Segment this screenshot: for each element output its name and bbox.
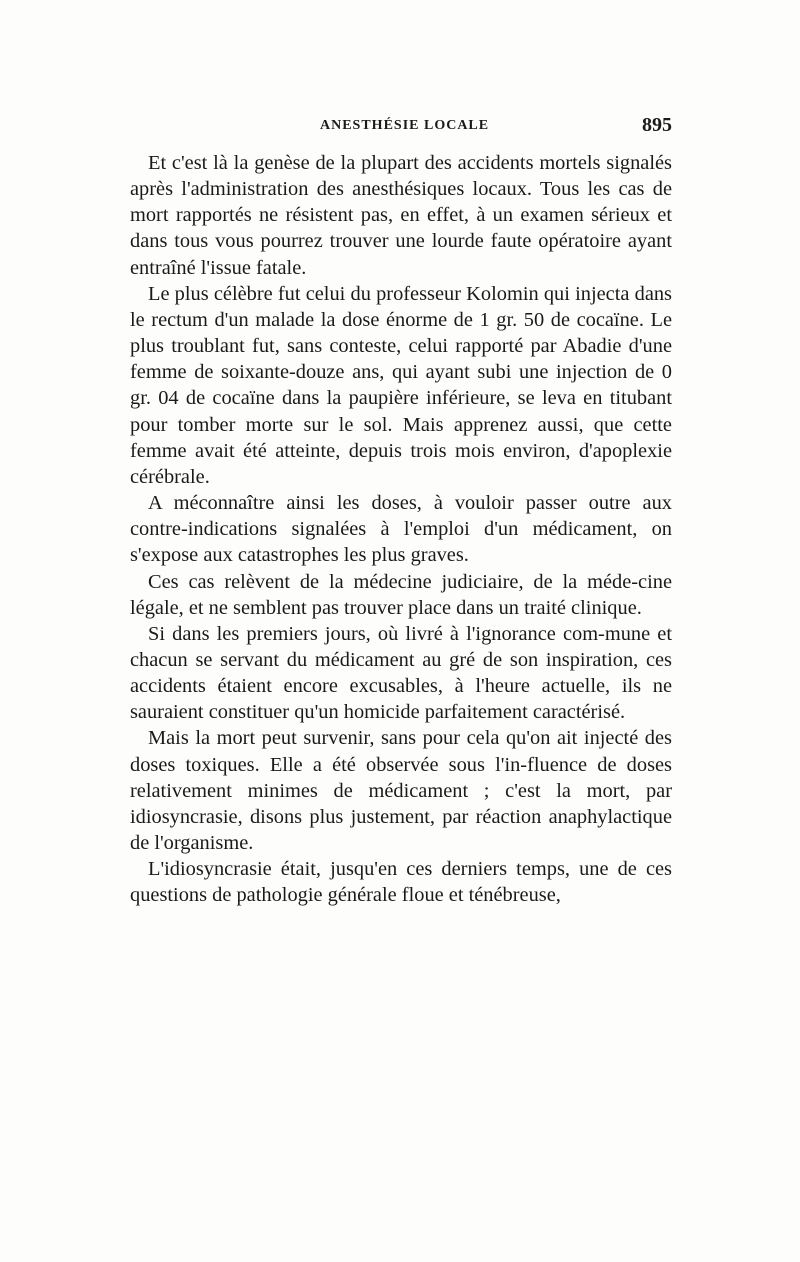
running-title: ANESTHÉSIE LOCALE xyxy=(320,118,490,133)
body-text xyxy=(130,150,672,909)
paragraph: Le plus célèbre fut celui du professeur Kolomin qui injecta dans le rectum d'un malade la dose énorme de 1 gr. 50 de cocaïne. Le plus troublant fut, sans conteste, celui rapporté par Abadie d'une femme de soixante-douze ans, qui ayant subi une injection de 0 gr. 04 de cocaïne dans la paupière inférieure, se leva en titubant pour tomber morte sur le sol. Mais apprenez aussi, que cette femme avait été atteinte, depuis trois mois environ, d'apoplexie cérébrale. xyxy=(130,282,672,488)
paragraph: A méconnaître ainsi les doses, à vouloir passer outre aux contre-indications signalées à l'emploi d'un médicament, on s'expose aux catastrophes les plus graves. xyxy=(130,492,672,567)
paragraph: Et c'est là la genèse de la plupart des accidents mortels signalés après l'administration des anesthésiques locaux. Tous les cas de mort rapportés ne résistent pas, en effet, à un examen sérieux et dans tous vous pourrez trouver une lourde faute opératoire ayant entraîné l'issue fatale. xyxy=(130,152,672,279)
paragraph: Ces cas relèvent de la médecine judiciaire, de la méde-cine légale, et ne semblent pas trouver place dans un traité clinique. xyxy=(130,570,672,619)
paragraph: Si dans les premiers jours, où livré à l'ignorance com-mune et chacun se servant du médicament au gré de son inspiration, ces accidents étaient encore excusables, à l'heure actuelle, ils ne sauraient constituer qu'un homicide parfaitement caractérisé. xyxy=(130,622,672,724)
page-number: 895 xyxy=(642,114,672,136)
paragraph: L'idiosyncrasie était, jusqu'en ces derniers temps, une de ces questions de pathologie générale floue et ténébreuse, xyxy=(130,858,672,907)
page-header xyxy=(130,114,672,142)
paragraph: Mais la mort peut survenir, sans pour cela qu'on ait injecté des doses toxiques. Elle a été observée sous l'in-fluence de doses relativement minimes de médicament ; c'est la mort, par idiosyncrasie, disons plus justement, par réaction anaphylactique de l'organisme. xyxy=(130,727,672,855)
